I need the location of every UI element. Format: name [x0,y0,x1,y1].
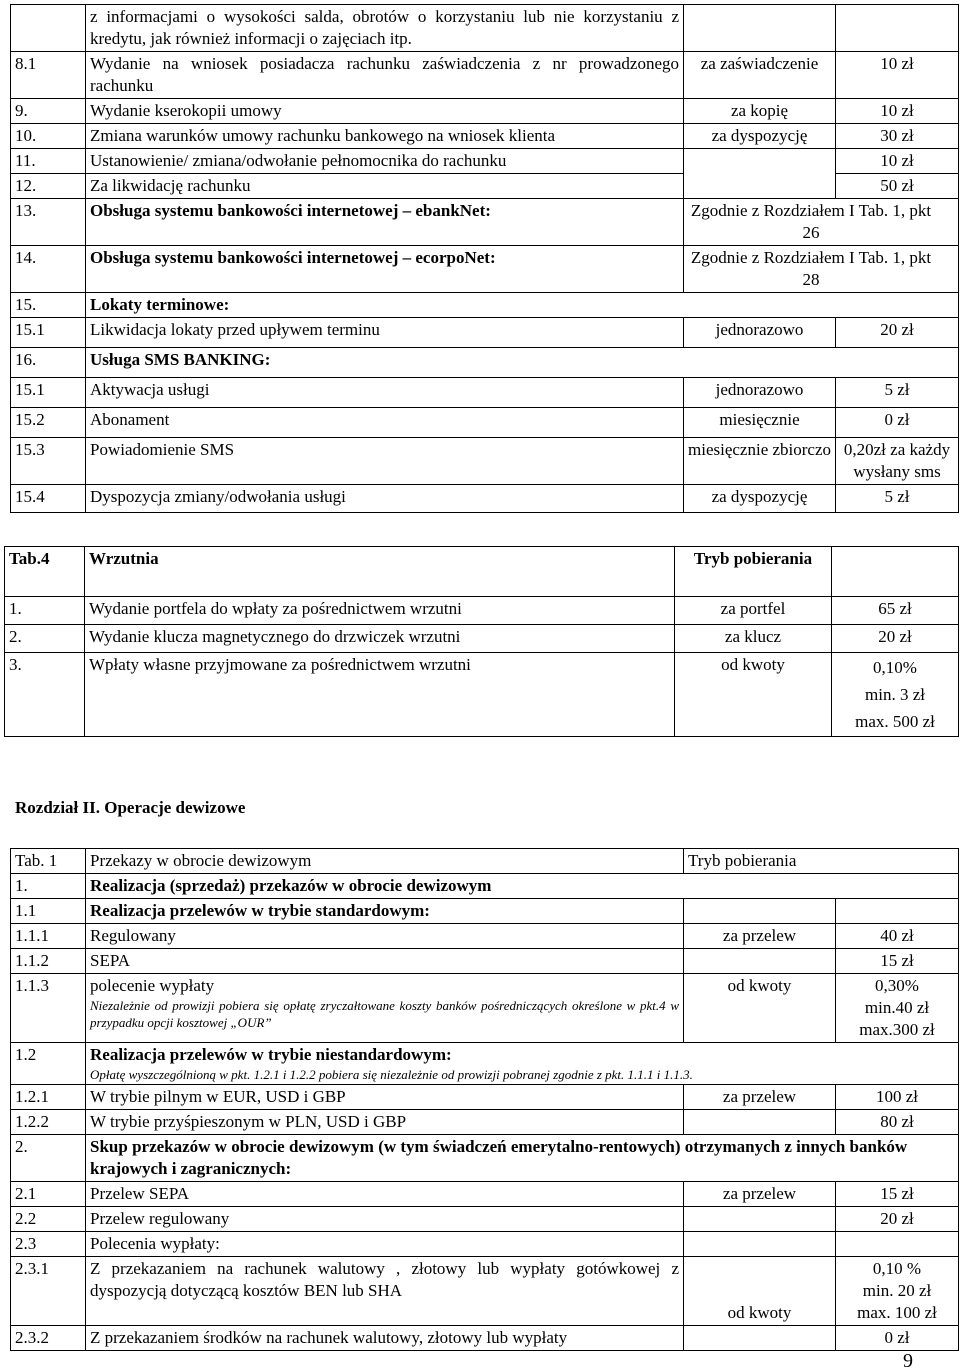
row-number: 15.1 [11,318,86,348]
table-title: Przekazy w obrocie dewizowym [86,849,684,874]
row-number: 2. [11,1135,86,1182]
table-row [11,1085,959,1110]
table-row [11,52,959,99]
table-row [11,949,959,974]
row-number: 14. [11,246,86,293]
row-note: Niezależnie od prowizji pobiera się opłatę zryczałtowane koszty banków pośredniczących określone w pkt.4 w przypadku opcji kosztowej „OUR” [90,998,679,1030]
row-number: 15.2 [11,408,86,438]
row-number: 1.2.2 [11,1110,86,1135]
row-mode: od kwoty [684,1257,836,1326]
fees-table-foreign-transfers [10,848,959,1351]
table-row [11,246,959,293]
row-mode: od kwoty [684,974,836,1043]
row-number: 3. [5,653,85,737]
row-description: Zmiana warunków umowy rachunku bankowego na wniosek klienta [86,124,684,149]
row-number: 1. [5,597,85,625]
row-number: 2.3 [11,1232,86,1257]
table-row [11,1110,959,1135]
row-fee: 20 zł [836,1207,959,1232]
row-description: Lokaty terminowe: [86,293,959,318]
row-description: z informacjami o wysokości salda, obrotów o korzystaniu lub nie korzystaniu z kredytu, jak również informacji o zajęciach itp. [86,5,684,52]
row-description: Powiadomienie SMS [86,438,684,485]
row-fee: 0 zł [836,408,959,438]
table-row [11,378,959,408]
fees-table-night-safe [4,546,959,737]
row-number: 1.1.2 [11,949,86,974]
row-mode: za klucz [675,625,832,653]
row-mode: za przelew [684,1182,836,1207]
row-description: SEPA [86,949,684,974]
row-number: 1.1.3 [11,974,86,1043]
row-fee: 50 zł [836,174,959,199]
row-fee: 15 zł [836,949,959,974]
section-title: Rozdział II. Operacje dewizowe [15,798,246,817]
row-number: 1.2.1 [11,1085,86,1110]
row-mode: za dyspozycję [684,124,836,149]
row-fee: 100 zł [836,1085,959,1110]
table-row [11,318,959,348]
row-mode: jednorazowo [684,378,836,408]
row-description: Za likwidację rachunku [86,174,684,199]
row-number: 15.3 [11,438,86,485]
table-title: Wrzutnia [85,547,675,597]
row-number: 1. [11,874,86,899]
row-description: Z przekazaniem na rachunek walutowy , złotowy lub wypłaty gotówkowej z dyspozycją dotyczącą kosztów BEN lub SHA [86,1257,684,1326]
row-number: 9. [11,99,86,124]
row-number: 11. [11,149,86,174]
row-number: 15.1 [11,378,86,408]
row-mode: za portfel [675,597,832,625]
table-row [11,348,959,378]
row-mode: za przelew [684,924,836,949]
row-number: 15.4 [11,485,86,513]
row-fee: 5 zł [836,378,959,408]
table-row [11,485,959,513]
row-mode: Zgodnie z Rozdziałem I Tab. 1, pkt 28 [684,246,959,293]
row-number: 16. [11,348,86,378]
fees-table-accounts [10,4,959,513]
table-row [11,99,959,124]
row-number: 1.1.1 [11,924,86,949]
table-row [11,1043,959,1085]
table-row [11,124,959,149]
table-number: Tab.4 [5,547,85,597]
row-description: Realizacja przelewów w trybie standardowym: [86,899,684,924]
row-fee: 10 zł [836,99,959,124]
row-description: W trybie przyśpieszonym w PLN, USD i GBP [86,1110,684,1135]
row-description: Regulowany [86,924,684,949]
row-fee: 0,20zł za każdy wysłany sms [836,438,959,485]
table-row [11,1257,959,1326]
row-number: 2.3.1 [11,1257,86,1326]
row-description: Realizacja przelewów w trybie niestandardowym: Opłatę wyszczególnioną w pkt. 1.2.1 i 1.2.2 pobiera się niezależnie od prowizji pobranej zgodnie z pkt. 1.1.1 i 1.1.3. [86,1043,959,1085]
row-mode: za przelew [684,1085,836,1110]
row-fee: 30 zł [836,124,959,149]
table-row [11,924,959,949]
table-row [5,597,959,625]
row-mode: za dyspozycję [684,485,836,513]
row-description: Wydanie klucza magnetycznego do drzwiczek wrzutni [85,625,675,653]
row-description: Likwidacja lokaty przed upływem terminu [86,318,684,348]
table-row [11,1207,959,1232]
table-row [11,293,959,318]
row-fee: 20 zł [832,625,959,653]
row-description: Skup przekazów w obrocie dewizowym (w tym świadczeń emerytalno-rentowych) otrzymanych z innych banków krajowych i zagranicznych: [86,1135,959,1182]
row-fee: 10 zł [836,149,959,174]
table-row [5,653,959,737]
table-row [11,874,959,899]
table-number: Tab. 1 [11,849,86,874]
row-description: Wydanie portfela do wpłaty za pośrednictwem wrzutni [85,597,675,625]
row-mode: za zaświadczenie [684,52,836,99]
row-description: Polecenia wypłaty: [86,1232,684,1257]
row-description: Usługa SMS BANKING: [86,348,959,378]
row-description: Realizacja (sprzedaż) przekazów w obrocie dewizowym [86,874,959,899]
row-note: Opłatę wyszczególnioną w pkt. 1.2.1 i 1.2.2 pobiera się niezależnie od prowizji pobranej zgodnie z pkt. 1.1.1 i 1.1.3. [90,1067,693,1082]
row-mode: miesięcznie [684,408,836,438]
row-description: Abonament [86,408,684,438]
row-fee: 0,10 % min. 20 zł max. 100 zł [836,1257,959,1326]
table-row [11,1135,959,1182]
table-row [11,149,959,174]
row-description: Dyspozycja zmiany/odwołania usługi [86,485,684,513]
row-description: Z przekazaniem środków na rachunek walutowy, złotowy lub wypłaty [86,1326,684,1351]
row-mode: jednorazowo [684,318,836,348]
table-row [11,1232,959,1257]
row-fee: 0,30% min.40 zł max.300 zł [836,974,959,1043]
row-number: 2.3.2 [11,1326,86,1351]
row-description: Obsługa systemu bankowości internetowej – ecorpoNet: [86,246,684,293]
table-row [11,174,959,199]
row-number: 12. [11,174,86,199]
row-fee: 20 zł [836,318,959,348]
table-row [11,199,959,246]
row-description: Przelew SEPA [86,1182,684,1207]
row-number: 2. [5,625,85,653]
row-description: Wydanie kserokopii umowy [86,99,684,124]
row-fee: 10 zł [836,52,959,99]
column-header-mode: Tryb pobierania [675,547,832,597]
table-row [11,438,959,485]
row-description: Wydanie na wniosek posiadacza rachunku zaświadczenia z nr prowadzonego rachunku [86,52,684,99]
row-fee: 0 zł [836,1326,959,1351]
table-row [11,974,959,1043]
row-number: 13. [11,199,86,246]
table-row [11,1182,959,1207]
row-fee: 5 zł [836,485,959,513]
row-description: Ustanowienie/ zmiana/odwołanie pełnomocnika do rachunku [86,149,684,174]
row-number: 10. [11,124,86,149]
row-fee: 0,10% min. 3 zł max. 500 zł [832,653,959,737]
table-header-row [11,849,959,874]
row-fee: 40 zł [836,924,959,949]
row-description: Obsługa systemu bankowości internetowej – ebankNet: [86,199,684,246]
row-mode: od kwoty [675,653,832,737]
row-number: 15. [11,293,86,318]
table-row [11,408,959,438]
table-row [11,1326,959,1351]
row-fee: 80 zł [836,1110,959,1135]
row-description: polecenie wypłaty Niezależnie od prowizji pobiera się opłatę zryczałtowane koszty banków pośredniczących określone w pkt.4 w przypadku opcji kosztowej „OUR” [86,974,684,1043]
row-fee: 15 zł [836,1182,959,1207]
row-number: 1.2 [11,1043,86,1085]
table-row [5,625,959,653]
table-row [11,5,959,52]
row-number: 1.1 [11,899,86,924]
table-row [11,899,959,924]
row-number: 2.2 [11,1207,86,1232]
row-description: W trybie pilnym w EUR, USD i GBP [86,1085,684,1110]
column-header-mode: Tryb pobierania [684,849,959,874]
table-header-row [5,547,959,597]
row-description: Aktywacja usługi [86,378,684,408]
row-description: Przelew regulowany [86,1207,684,1232]
row-number: 8.1 [11,52,86,99]
row-description: Wpłaty własne przyjmowane za pośrednictwem wrzutni [85,653,675,737]
page-number: 9 [903,1350,913,1372]
row-number: 2.1 [11,1182,86,1207]
row-fee: 65 zł [832,597,959,625]
row-mode: Zgodnie z Rozdziałem I Tab. 1, pkt 26 [684,199,959,246]
row-mode: za kopię [684,99,836,124]
row-mode: miesięcznie zbiorczo [684,438,836,485]
